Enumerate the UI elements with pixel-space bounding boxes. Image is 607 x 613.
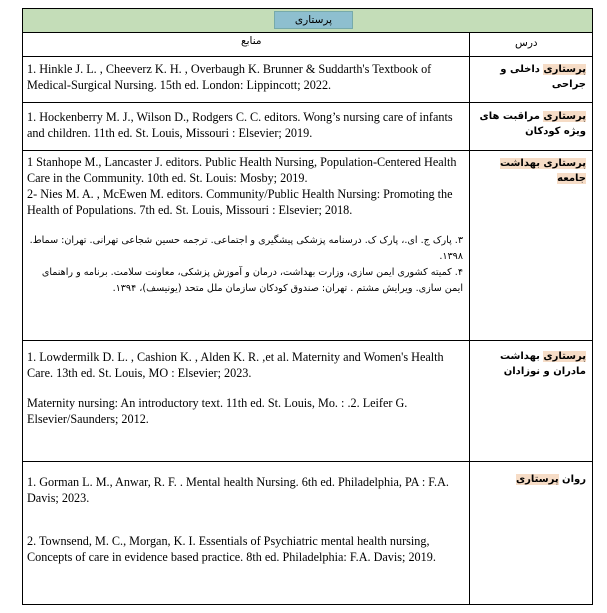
references-column-heading: منابع xyxy=(241,35,262,47)
course-cell xyxy=(474,156,586,186)
reference-text: 2- Nies M. A. , McEwen M. editors. Community/Public Health Nursing: Promoting the Health of Populations. 7th ed. St. Louis, Missouri : Elsevier; 2018. xyxy=(27,187,453,217)
course-cell xyxy=(474,109,586,139)
table-row xyxy=(23,103,592,151)
reference-text: 1. Hockenberry M. J., Wilson D., Rodgers C. C. editors. Wong’s nursing care of infants and children. 11th ed. St. Louis, Missouri : Elsevier; 2019. xyxy=(27,110,453,140)
table-row xyxy=(23,151,592,341)
course-highlight: پرستاری بهداشت جامعه xyxy=(499,158,586,184)
course-highlight: پرستاری xyxy=(543,351,586,362)
reference-text: 2. Townsend, M. C., Morgan, K. I. Essentials of Psychiatric mental health nursing, Concepts of care in evidence based practice. 8th ed. Philadelphia: F.A. Davis; 2019. xyxy=(27,534,436,564)
reference-text-fa: ۴. کمیته کشوری ایمن سازی، وزارت بهداشت، درمان و آموزش پزشکی، معاونت سلامت. برنامه و راهنمای ایمن سازی. ویرایش مشتم . تهران: صندوق کودکان سازمان ملل متحد (یونیسف)، ۱۳۹۴. xyxy=(41,267,463,294)
header-title: پرستاری xyxy=(274,11,353,29)
course-text: مراقبت های ویژه کودکان xyxy=(479,111,586,137)
course-text: روان xyxy=(558,474,586,485)
course-cell xyxy=(474,472,586,487)
course-text: داخلی و جراحی xyxy=(500,64,586,90)
reference-cell xyxy=(27,109,463,141)
reference-text: Maternity nursing: An introductory text. 11th ed. St. Louis, Mo. : .2. Leifer G. Elsevier/Saunders; 2012. xyxy=(27,396,408,426)
reference-cell xyxy=(27,154,463,297)
reference-cell xyxy=(27,61,463,93)
reference-text: 1. Lowdermilk D. L. , Cashion K. , Alden K. R. ,et al. Maternity and Women's Health Care. 13th ed. St. Louis, MO : Elsevier; 2023. xyxy=(27,350,444,380)
references-table xyxy=(22,8,593,605)
reference-cell xyxy=(27,349,463,427)
course-cell xyxy=(474,62,586,92)
table-row xyxy=(23,462,592,604)
column-heading-row xyxy=(23,32,592,57)
reference-text: 1. Hinkle J. L. , Cheeverz K. H. , Overbaugh K. Brunner & Suddarth's Textbook of Medical-Surgical Nursing. 15th ed. London: Lippincott; 2022. xyxy=(27,62,432,92)
reference-cell xyxy=(27,474,463,565)
table-row xyxy=(23,57,592,103)
table-header xyxy=(23,9,592,33)
course-text: بهداشت مادران و نوزادان xyxy=(499,351,586,377)
table-row xyxy=(23,341,592,462)
course-column-heading: درس xyxy=(515,37,538,49)
reference-text: 1 Stanhope M., Lancaster J. editors. Public Health Nursing, Population-Centered Health Care in the Community. 10th ed. St. Louis: Mosby; 2019. xyxy=(27,155,457,185)
course-highlight: پرستاری xyxy=(543,111,586,122)
column-divider xyxy=(469,32,470,604)
course-highlight: پرستاری xyxy=(516,474,559,485)
reference-text-fa: ۳. پارک ج. ای.، پارک ک. درسنامه پزشکی پیشگیری و اجتماعی. ترجمه حسین شجاعی تهرانی. تهران: سماط. ۱۳۹۸. xyxy=(29,235,463,262)
course-highlight: پرستاری xyxy=(543,64,586,75)
reference-text: 1. Gorman L. M., Anwar, R. F. . Mental health Nursing. 6th ed. Philadelphia, PA : F.A. Davis; 2023. xyxy=(27,475,449,505)
course-cell xyxy=(474,349,586,379)
